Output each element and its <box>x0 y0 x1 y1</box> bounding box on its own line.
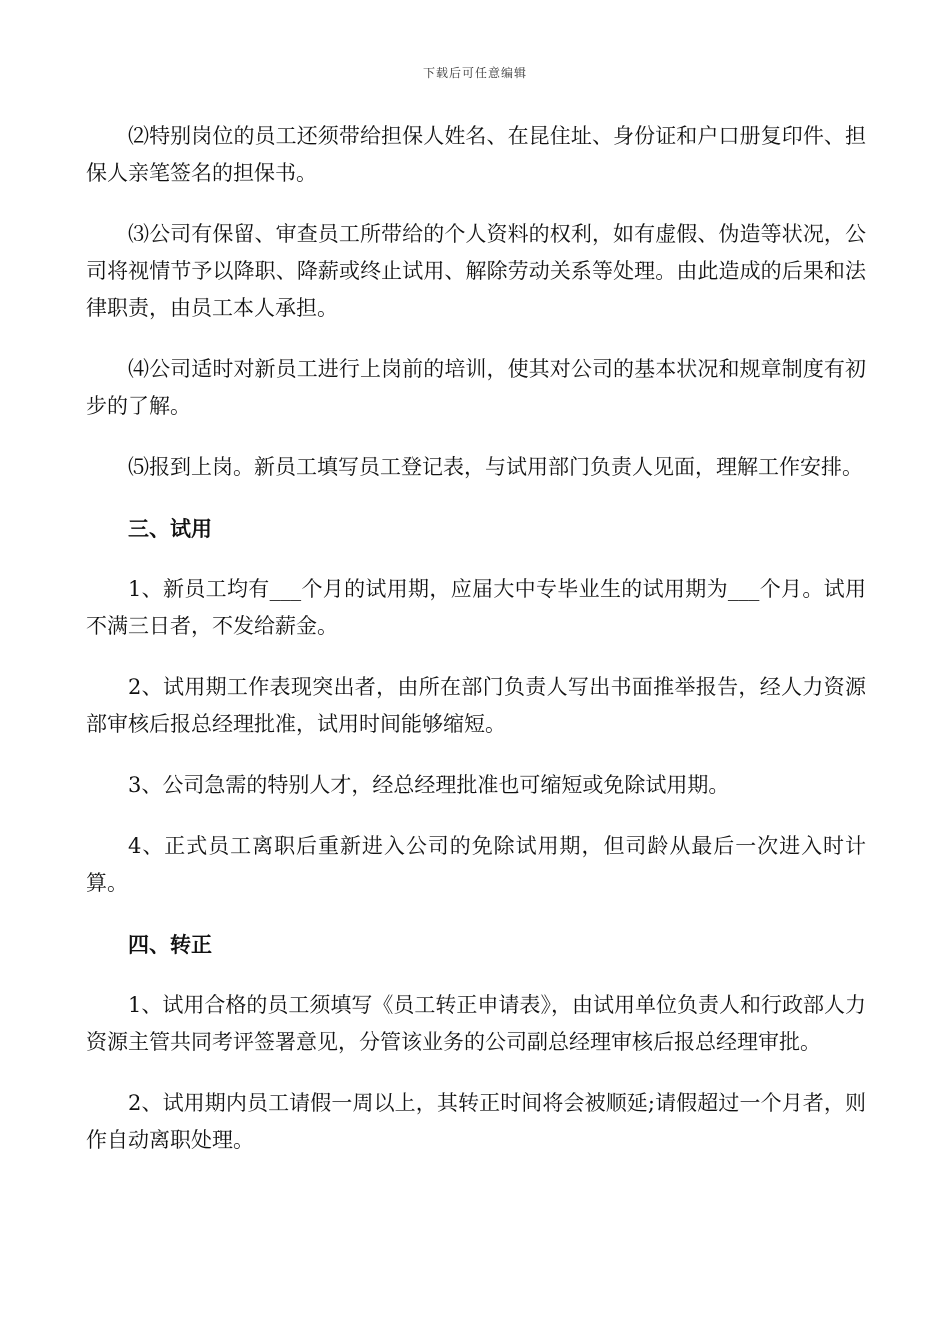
paragraph-probation-2: 2、试用期工作表现突出者，由所在部门负责人写出书面推举报告，经人力资源部审核后报总经理批准，试用时间能够缩短。 <box>86 675 866 736</box>
paragraph-onboarding: ⑸报到上岗。新员工填写员工登记表，与试用部门负责人见面，理解工作安排。 <box>128 455 863 479</box>
section-heading-probation: 三、试用 <box>128 516 212 541</box>
paragraph-training: ⑷公司适时对新员工进行上岗前的培训，使其对公司的基本状况和规章制度有初步的了解。 <box>86 357 866 418</box>
paragraph-verification: ⑶公司有保留、审查员工所带给的个人资料的权利，如有虚假、伪造等状况，公司将视情节予以降职、降薪或终止试用、解除劳动关系等处理。由此造成的后果和法律职责，由员工本人承担。 <box>86 222 866 320</box>
paragraph-probation-3: 3、公司急需的特别人才，经总经理批准也可缩短或免除试用期。 <box>128 773 730 797</box>
paragraph-probation-4: 4、正式员工离职后重新进入公司的免除试用期，但司龄从最后一次进入时计算。 <box>86 834 866 895</box>
paragraph-regularization-2: 2、试用期内员工请假一周以上，其转正时间将会被顺延;请假超过一个月者，则作自动离职处理。 <box>86 1091 866 1152</box>
paragraph-guarantor: ⑵特别岗位的员工还须带给担保人姓名、在昆住址、身份证和户口册复印件、担保人亲笔签名的担保书。 <box>86 124 866 185</box>
paragraph-probation-1: 1、新员工均有___个月的试用期，应届大中专毕业生的试用期为___个月。试用不满三日者，不发给薪金。 <box>86 577 866 638</box>
document-body <box>86 118 866 1183</box>
section-heading-regularization: 四、转正 <box>128 932 212 957</box>
header-note: 下载后可任意编辑 <box>422 66 527 80</box>
paragraph-regularization-1: 1、试用合格的员工须填写《员工转正申请表》，由试用单位负责人和行政部人力资源主管共同考评签署意见，分管该业务的公司副总经理审核后报总经理审批。 <box>86 993 866 1054</box>
